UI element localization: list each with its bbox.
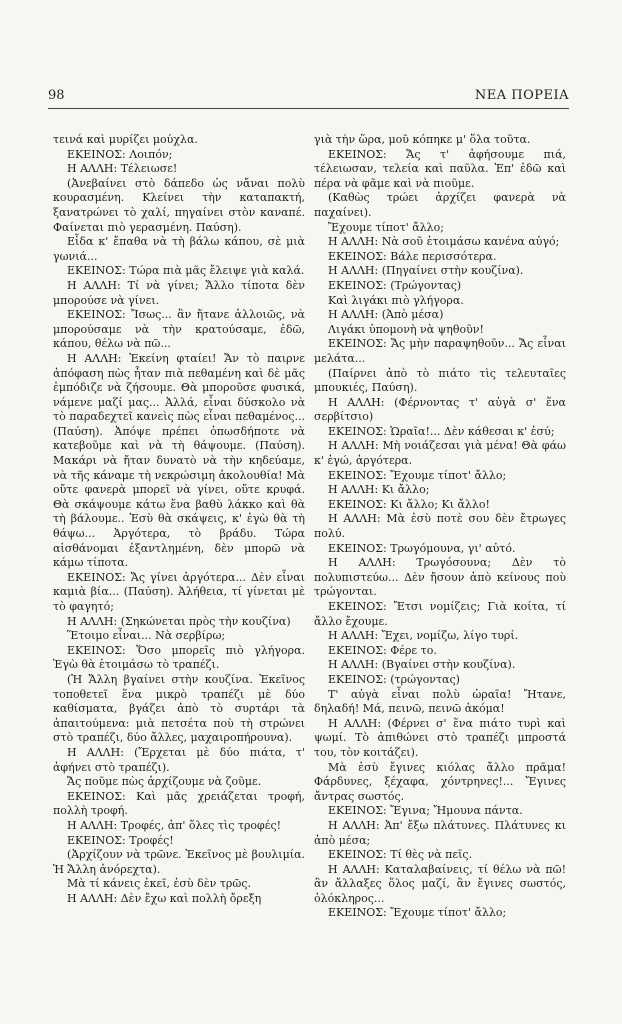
paragraph: Η ΑΛΛΗ: Ἀπ' ἔξω πλάτυνες. Πλάτυνες κι ἀπὸ μέσα; <box>314 818 566 847</box>
paragraph: τεινά καὶ μυρίζει μούχλα. <box>53 133 198 146</box>
paragraph: ΕΚΕΙΝΟΣ: Τώρα πιὰ μᾶς ἔλειψε γιὰ καλά. <box>67 264 305 278</box>
paragraph: ΕΚΕΙΝΟΣ: Καὶ μᾶς χρειάζεται τροφή, πολλὴ τροφή. <box>53 789 305 818</box>
paragraph: ΕΚΕΙΝΟΣ: Λοιπόν; <box>67 147 173 161</box>
paragraph: ΕΚΕΙΝΟΣ: Ἄς γίνει ἀργότερα... Δὲν εἶναι καμιὰ βία... (Παύση). Ἀλήθεια, τί γίνεται μὲ τὸ φαγητό; <box>53 570 305 613</box>
paragraph: Η ΑΛΛΗ: (Βγαίνει στὴν κουζίνα). <box>328 658 516 672</box>
paragraph: ΕΚΕΙΝΟΣ: Ὡραῖα!... Δὲν κάθεσαι κ' ἐσύ; <box>328 424 555 438</box>
paragraph: (Ἡ Ἄλλη βγαίνει στὴν κουζίνα. Ἐκεῖνος τοποθετεῖ ἕνα μικρὸ τραπέζι μὲ δύο καθίσματα, βγάζει ἀπὸ τὸ συρτάρι τὰ ἀπαιτούμενα: μιὰ πετσέτα ποὺ τὴ στρώνει στὸ τραπέζι, δύο ἄλλες, μαχαιροπήρουνα). <box>53 672 305 745</box>
paragraph: Τ' αὐγὰ εἶναι πολὺ ὡραῖα! Ἤτανε, δηλαδή! Μά, πεινῶ, πεινῶ ἀκόμα! <box>314 687 566 716</box>
paragraph: Ἔχουμε τίποτ' ἄλλο; <box>328 220 444 234</box>
right-column <box>314 133 566 921</box>
paragraph: Λιγάκι ὑπομονὴ νὰ ψηθοῦν! <box>328 322 484 336</box>
paragraph: ΕΚΕΙΝΟΣ: Ἔχουμε τίποτ' ἄλλο; <box>328 468 507 482</box>
paragraph: Η ΑΛΛΗ: (Φέρνει σ' ἕνα πιάτο τυρὶ καὶ ψωμί. Τὸ ἀπιθώνει στὸ τραπέζι μπροστά του, τὸν κοιτάζει). <box>314 716 566 759</box>
paragraph: Η ΑΛΛΗ: (Πηγαίνει στὴν κουζίνα). <box>328 264 524 278</box>
paragraph: ΕΚΕΙΝΟΣ: Ἔγινα; Ἤμουνα πάντα. <box>328 804 523 818</box>
paragraph: Η ΑΛΛΗ: (Ἔρχεται μὲ δύο πιάτα, τ' ἀφήνει στὸ τραπέζι). <box>53 745 305 774</box>
paragraph: Η ΑΛΛΗ: Τρωγόσουνα; Δὲν τὸ πολυπιστεύω... Δὲν ἤσουν ἀπὸ κείνους ποὺ τρώγονται. <box>314 556 566 599</box>
paragraph: Καὶ λιγάκι πιὸ γλήγορα. <box>328 293 464 307</box>
paragraph: Η ΑΛΛΗ: (Σηκώνεται πρὸς τὴν κουζίνα) <box>67 614 291 628</box>
paragraph: Μὰ τί κάνεις ἐκεῖ, ἐσὺ δὲν τρῶς. <box>67 877 252 891</box>
paragraph: Ἄς ποῦμε πὼς ἀρχίζουμε νὰ ζοῦμε. <box>67 775 262 789</box>
paragraph: Η ΑΛΛΗ: Ἐκείνη φταίει! Ἄν τὸ παιρνε ἀπόφαση πὼς ἦταν πιὰ πεθαμένη καὶ δὲ μᾶς ἐμπόδιζε νὰ ζήσουμε. Θὰ μποροῦσε φυσικά, νάμενε μαζί μας... Ἀλλά, εἶναι δύσκολο νὰ τὸ παραδεχτεῖ κανεὶς πὼς εἶναι πεθαμένος... (Παύση). Ἀπόψε πρέπει ὁπωσδήποτε νὰ κατεβοῦμε καὶ νὰ τὴ θάψουμε. (Παύση). Μακάρι νὰ ἤταν δυνατὸ νὰ τὴν κηδεύαμε, νὰ τῆς κάναμε τὴ νεκρώσιμη ἀκολουθία! Μὰ οὔτε φανερὰ μπορεῖ νὰ γίνει, οὔτε κρυφά. Θὰ σκάψουμε κάτω ἕνα βαθὺ λάκκο καὶ θὰ τὴ βάλουμε.. Ἐσὺ θὰ σκάψεις, κ' ἐγὼ θὰ τὴ θάψω... Ἀργότερα, τὸ βράδυ. Τώρα αἰσθάνομαι ἐξαντλημένη, δὲν μπορῶ νὰ κάμω τίποτα. <box>53 351 305 570</box>
paragraph: Η ΑΛΛΗ: Τέλειωσε! <box>67 162 178 176</box>
journal-title: ΝΕΑ ΠΟΡΕΙΑ <box>474 88 569 103</box>
paragraph: ΕΚΕΙΝΟΣ: Ἴσως... ἂν ἤτανε ἀλλοιῶς, νὰ μπορούσαμε νὰ τὴν κρατούσαμε, ἐδῶ, κάπου, θέλω νὰ πῶ... <box>53 308 305 351</box>
page-header <box>48 88 569 109</box>
paragraph: ΕΚΕΙΝΟΣ: Ἔτσι νομίζεις; Γιὰ κοίτα, τί ἄλλο ἔχουμε. <box>314 600 566 628</box>
paragraph: Η ΑΛΛΗ: Νὰ σοῦ ἑτοιμάσω κανένα αὐγό; <box>328 235 560 249</box>
paragraph: Η ΑΛΛΗ: Κι ἄλλο; <box>328 483 430 497</box>
paragraph: Η ΑΛΛΗ: Τροφές, ἀπ' ὅλες τὶς τροφές! <box>67 818 282 832</box>
paragraph: ΕΚΕΙΝΟΣ: (Τρώγοντας) <box>328 278 462 292</box>
paragraph: ΕΚΕΙΝΟΣ: Ἄς τ' ἀφήσουμε πιά, τέλειωσαν, τελεία καὶ παῦλα. Ἐπ' ἐδῶ καὶ πέρα νὰ φᾶμε καὶ νὰ πιοῦμε. <box>314 147 566 190</box>
paragraph: (Παίρνει ἀπὸ τὸ πιάτο τὶς τελευταῖες μπουκιές, Παύση). <box>314 366 566 395</box>
paragraph: Μὰ ἐσὺ ἔγινες κιόλας ἄλλο πρᾶμα! Φάρδυνες, ξέχαφα, χόντρηνες!... Ἔγινες ἄντρας σωστός. <box>314 760 566 803</box>
paragraph: ΕΚΕΙΝΟΣ: Φέρε το. <box>328 643 437 657</box>
paragraph: ΕΚΕΙΝΟΣ: Ὅσο μπορεῖς πιὸ γλήγορα. Ἐγὼ θὰ ἑτοιμάσω τὸ τραπέζι. <box>53 643 305 672</box>
paragraph: Η ΑΛΛΗ: Καταλαβαίνεις, τί θέλω νὰ πῶ! ἂν ἄλλαξες ὅλος μαζί, ἂν ἔγινες σωστός, ὁλόκληρος... <box>314 862 566 905</box>
paragraph: (Ἀρχίζουν νὰ τρῶνε. Ἐκεῖνος μὲ βουλιμία. Ἡ Ἄλλη ἀνόρεχτα). <box>53 848 305 876</box>
paragraph: ΕΚΕΙΝΟΣ: Τρωγόμουνα, γι' αὐτό. <box>328 541 516 555</box>
paragraph: Η ΑΛΛΗ: (Φέρνοντας τ' αὐγὰ σ' ἕνα σερβίτσιο) <box>314 395 566 424</box>
paragraph: ΕΚΕΙΝΟΣ: Ἄς μὴν παραψηθοῦν... Ἄς εἶναι μελάτα... <box>314 337 566 365</box>
paragraph: Ἕτοιμο εἶναι... Νὰ σερβίρω; <box>67 629 226 643</box>
page-number: 98 <box>48 88 65 103</box>
paragraph: Η ΑΛΛΗ: Δὲν ἔχω καὶ πολλὴ ὄρεξη <box>67 891 262 905</box>
paragraph: (Ἀνεβαίνει στὸ δάπεδο ὡς νἄναι πολὺ κουρασμένη. Κλείνει τὴν καταπακτή, ξανατρώνει τὸ χαλί, πηγαίνει στὸν καναπέ. Φαίνεται πιὸ γερασμένη. Παύση). <box>53 176 305 234</box>
left-column <box>53 133 305 906</box>
paragraph: (Καθὼς τρώει ἀρχίζει φανερὰ νὰ παχαίνει). <box>314 191 566 219</box>
paragraph: Η ΑΛΛΗ: Τί νὰ γίνει; Ἄλλο τίποτα δὲν μπορούσε νὰ γίνει. <box>53 278 305 307</box>
paragraph: Η ΑΛΛΗ: Μὴ νοιάζεσαι γιὰ μένα! Θὰ φάω κ' ἐγώ, ἀργότερα. <box>314 439 566 468</box>
paragraph: ΕΚΕΙΝΟΣ: Τροφές! <box>67 833 174 847</box>
paragraph: ΕΚΕΙΝΟΣ: Ἔχουμε τίποτ' ἄλλο; <box>328 906 507 920</box>
paragraph: ΕΚΕΙΝΟΣ: Κι ἄλλο; Κι ἄλλο! <box>328 497 490 511</box>
paragraph: γιὰ τὴν ὥρα, μοῦ κόπηκε μ' ὅλα τοῦτα. <box>314 133 531 146</box>
paragraph: Η ΑΛΛΗ: Ἔχει, νομίζω, λίγο τυρί. <box>328 629 519 643</box>
paragraph: ΕΚΕΙΝΟΣ: Τί θὲς νὰ πεῖς. <box>328 848 473 862</box>
paragraph: Η ΑΛΛΗ: (Ἀπὸ μέσα) <box>328 308 444 322</box>
paragraph: Η ΑΛΛΗ: Μὰ ἐσὺ ποτὲ σου δὲν ἔτρωγες πολύ. <box>314 512 566 541</box>
paragraph: Εἶδα κ' ἔπαθα νὰ τὴ βάλω κάπου, σὲ μιὰ γωνιά... <box>53 235 305 263</box>
paragraph: ΕΚΕΙΝΟΣ: Βάλε περισσότερα. <box>328 249 497 263</box>
paragraph: ΕΚΕΙΝΟΣ: (τρώγοντας) <box>328 672 460 686</box>
